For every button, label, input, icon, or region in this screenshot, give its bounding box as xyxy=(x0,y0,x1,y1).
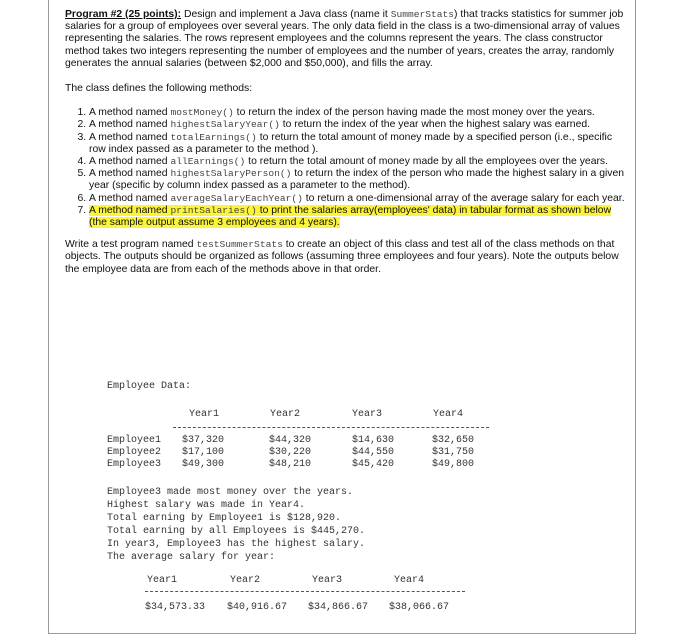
salary-cell: $45,420 xyxy=(352,459,395,470)
employee-data-label: Employee Data: xyxy=(107,381,192,392)
method-text: to return a one-dimensional array of the average salary for each year. xyxy=(302,192,625,204)
intro-text-b: ) that tracks statistics for summer job salaries for a group of employees over several years. The only data field in the class is a two-dimensional array of values representing the salaries. The rows represent employees and the columns represent the years. The class constructor method takes two integers representing the number of employees and the number of years, creates the array, randomly generates the annual salaries (between $2,000 and $50,000), and fills the array. xyxy=(65,9,624,69)
employee-name: Employee3 xyxy=(107,459,162,470)
method-text: to return the index of the person who made the highest salary in a given year (specific by column index passed as a parameter to the method). xyxy=(89,168,625,192)
method-text: A method named xyxy=(89,192,171,204)
method-item xyxy=(89,168,625,192)
methods-list xyxy=(65,107,625,229)
salary-cell: $14,630 xyxy=(352,435,395,446)
methods-intro: The class defines the following methods: xyxy=(65,83,253,95)
method-item-highlighted xyxy=(89,205,625,229)
method-text: to return the total amount of money made by a specified person (i.e., specific row index passed as a parameter to the method ). xyxy=(89,131,613,155)
year-header: Year2 xyxy=(270,409,301,420)
method-item xyxy=(89,193,625,205)
method-item xyxy=(89,107,625,119)
method-code: highestSalaryYear() xyxy=(170,119,280,131)
assignment-document xyxy=(65,9,625,276)
salary-cell: $37,320 xyxy=(182,435,225,446)
method-code: printSalaries() xyxy=(170,204,257,216)
class-name-code: SummerStats xyxy=(390,9,455,20)
method-text: to return the total amount of money made by all the employees over the years. xyxy=(245,156,609,168)
year-header: Year1 xyxy=(189,409,220,420)
avg-year-header: Year2 xyxy=(230,575,261,586)
salary-cell: $44,550 xyxy=(352,447,395,458)
method-text: to return the index of the year when the highest salary was earned. xyxy=(279,119,591,131)
employee-name: Employee2 xyxy=(107,447,162,458)
intro-paragraph xyxy=(65,9,625,70)
employee-name: Employee1 xyxy=(107,435,162,446)
salary-cell: $30,220 xyxy=(269,447,312,458)
salary-cell: $49,800 xyxy=(432,459,475,470)
salary-cell: $32,650 xyxy=(432,435,475,446)
method-text: A method named xyxy=(89,119,171,131)
method-text: A method named xyxy=(89,131,171,143)
result-line: Total earning by Employee1 is $128,920. xyxy=(107,513,342,524)
method-code: averageSalaryEachYear() xyxy=(170,192,303,204)
average-value: $40,916.67 xyxy=(227,602,288,613)
average-value: $34,573.33 xyxy=(145,602,206,613)
average-value: $38,066.67 xyxy=(389,602,450,613)
method-item xyxy=(89,156,625,168)
method-text: to print the salaries array(employees' data) in tabular format as shown below (the sample output assume 3 employees and 4 years). xyxy=(89,204,612,229)
method-text: A method named xyxy=(89,156,171,168)
avg-year-header: Year3 xyxy=(312,575,343,586)
average-value: $34,866.67 xyxy=(308,602,369,613)
method-code: mostMoney() xyxy=(170,107,234,119)
result-line: Employee3 made most money over the years. xyxy=(107,487,354,498)
method-item xyxy=(89,132,625,156)
result-line: Total earning by all Employees is $445,270. xyxy=(107,526,366,537)
salary-cell: $44,320 xyxy=(269,435,312,446)
method-code: totalEarnings() xyxy=(170,131,257,143)
method-text: A method named xyxy=(89,107,171,119)
salary-cell: $31,750 xyxy=(432,447,475,458)
method-text: A method named xyxy=(89,204,171,216)
test-paragraph xyxy=(65,239,625,276)
year-header: Year4 xyxy=(433,409,464,420)
avg-year-header: Year1 xyxy=(147,575,178,586)
test-text-a: Write a test program named xyxy=(65,239,197,251)
method-code: allEarnings() xyxy=(170,156,246,168)
year-header: Year3 xyxy=(352,409,383,420)
result-line: The average salary for year: xyxy=(107,552,276,563)
salary-cell: $48,210 xyxy=(269,459,312,470)
salary-cell: $49,300 xyxy=(182,459,225,470)
avg-divider xyxy=(145,591,465,592)
method-text: A method named xyxy=(89,168,171,180)
intro-text-a: Design and implement a Java class (name it xyxy=(181,9,391,20)
test-class-code: testSummerStats xyxy=(196,239,283,251)
program-title: Program #2 (25 points): xyxy=(65,9,182,20)
result-line: Highest salary was made in Year4. xyxy=(107,500,306,511)
salary-cell: $17,100 xyxy=(182,447,225,458)
table-divider xyxy=(173,427,489,428)
method-text: to return the index of the person having made the most money over the years. xyxy=(233,107,595,119)
method-code: highestSalaryPerson() xyxy=(170,168,292,180)
method-item xyxy=(89,119,625,131)
result-line: In year3, Employee3 has the highest salary. xyxy=(107,539,366,550)
test-text-b: to create an object of this class and test all of the class methods on that objects. The outputs should be organized as follows (assuming three employees and four years). Note the outputs below the employee data are from each of the methods above in that order. xyxy=(65,239,619,275)
avg-year-header: Year4 xyxy=(394,575,425,586)
